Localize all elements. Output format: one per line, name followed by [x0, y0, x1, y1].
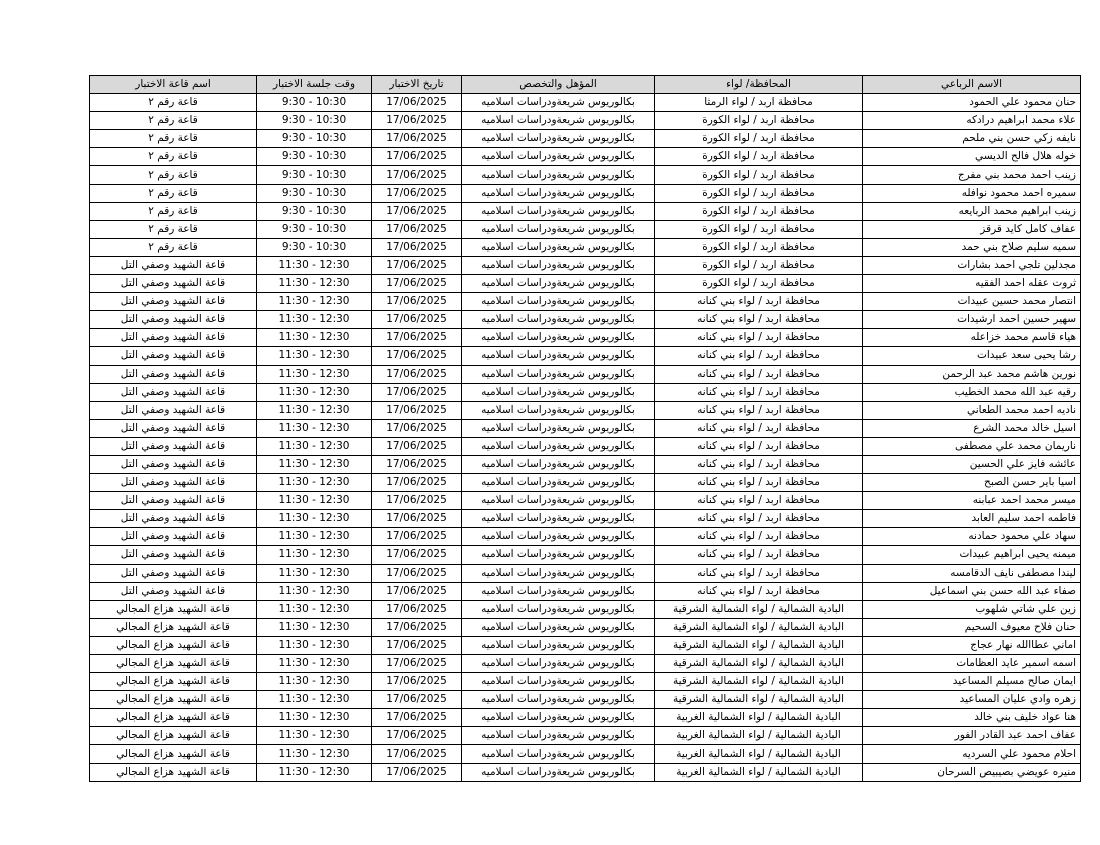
cell-exam-date: 17/06/2025 [372, 94, 462, 112]
cell-name: ليندا مصطفى نايف الدقامسه [863, 564, 1081, 582]
cell-exam-time: 11:30 - 12:30 [257, 727, 372, 745]
cell-exam-date: 17/06/2025 [372, 130, 462, 148]
cell-name: حنان محمود علي الحمود [863, 94, 1081, 112]
cell-governorate: محافظة اربد / لواء الكورة [655, 275, 863, 293]
cell-exam-date: 17/06/2025 [372, 293, 462, 311]
table-row [90, 365, 1081, 383]
cell-name: فاطمه احمد سليم العابد [863, 510, 1081, 528]
table-row [90, 618, 1081, 636]
cell-exam-time: 9:30 - 10:30 [257, 112, 372, 130]
cell-qualification: بكالوريوس شريعةودراسات اسلاميه [462, 401, 655, 419]
table-row [90, 238, 1081, 256]
cell-exam-hall: قاعة رقم ٢ [90, 184, 257, 202]
cell-qualification: بكالوريوس شريعةودراسات اسلاميه [462, 492, 655, 510]
table-row [90, 293, 1081, 311]
cell-governorate: البادية الشمالية / لواء الشمالية الغربية [655, 727, 863, 745]
cell-name: زينب احمد محمد بني مفرج [863, 166, 1081, 184]
table-row [90, 582, 1081, 600]
cell-name: ناريمان محمد علي مصطفى [863, 437, 1081, 455]
cell-exam-hall: قاعة الشهيد وصفي التل [90, 564, 257, 582]
cell-name: خوله هلال فالح الديسي [863, 148, 1081, 166]
cell-qualification: بكالوريوس شريعةودراسات اسلاميه [462, 130, 655, 148]
cell-exam-date: 17/06/2025 [372, 184, 462, 202]
cell-exam-hall: قاعة الشهيد وصفي التل [90, 256, 257, 274]
cell-governorate: محافظة اربد / لواء بني كنانه [655, 401, 863, 419]
cell-qualification: بكالوريوس شريعةودراسات اسلاميه [462, 347, 655, 365]
cell-exam-hall: قاعة الشهيد وصفي التل [90, 275, 257, 293]
table-row [90, 691, 1081, 709]
cell-exam-time: 11:30 - 12:30 [257, 763, 372, 781]
table-row [90, 130, 1081, 148]
cell-exam-hall: قاعة الشهيد هزاع المجالي [90, 727, 257, 745]
table-row [90, 275, 1081, 293]
cell-qualification: بكالوريوس شريعةودراسات اسلاميه [462, 673, 655, 691]
cell-exam-time: 11:30 - 12:30 [257, 329, 372, 347]
cell-name: عائشه فايز علي الحسين [863, 455, 1081, 473]
cell-exam-date: 17/06/2025 [372, 256, 462, 274]
cell-exam-time: 9:30 - 10:30 [257, 202, 372, 220]
table-row [90, 311, 1081, 329]
cell-exam-date: 17/06/2025 [372, 709, 462, 727]
cell-exam-hall: قاعة رقم ٢ [90, 112, 257, 130]
header-date: تاريخ الاختبار [372, 76, 462, 94]
cell-name: سميه سليم صلاح بني حمد [863, 238, 1081, 256]
cell-qualification: بكالوريوس شريعةودراسات اسلاميه [462, 636, 655, 654]
cell-name: ميسر محمد احمد عبابنه [863, 492, 1081, 510]
cell-exam-hall: قاعة الشهيد وصفي التل [90, 510, 257, 528]
cell-exam-hall: قاعة رقم ٢ [90, 130, 257, 148]
cell-governorate: محافظة اربد / لواء بني كنانه [655, 419, 863, 437]
cell-exam-date: 17/06/2025 [372, 383, 462, 401]
cell-exam-time: 9:30 - 10:30 [257, 220, 372, 238]
cell-name: زين علي شاتي شلهوب [863, 600, 1081, 618]
cell-name: نورين هاشم محمد عبد الرحمن [863, 365, 1081, 383]
cell-exam-hall: قاعة رقم ٢ [90, 238, 257, 256]
cell-qualification: بكالوريوس شريعةودراسات اسلاميه [462, 546, 655, 564]
cell-exam-hall: قاعة الشهيد وصفي التل [90, 401, 257, 419]
cell-exam-date: 17/06/2025 [372, 492, 462, 510]
cell-exam-date: 17/06/2025 [372, 238, 462, 256]
cell-governorate: البادية الشمالية / لواء الشمالية الشرقية [655, 618, 863, 636]
cell-governorate: محافظة اربد / لواء بني كنانه [655, 474, 863, 492]
cell-exam-hall: قاعة الشهيد هزاع المجالي [90, 655, 257, 673]
table-header [90, 76, 1081, 94]
cell-name: زينب ابراهيم محمد الربايعه [863, 202, 1081, 220]
cell-exam-date: 17/06/2025 [372, 546, 462, 564]
cell-exam-date: 17/06/2025 [372, 727, 462, 745]
cell-governorate: محافظة اربد / لواء بني كنانه [655, 365, 863, 383]
table-row [90, 474, 1081, 492]
cell-exam-hall: قاعة الشهيد وصفي التل [90, 383, 257, 401]
cell-exam-hall: قاعة الشهيد هزاع المجالي [90, 709, 257, 727]
cell-exam-date: 17/06/2025 [372, 365, 462, 383]
cell-qualification: بكالوريوس شريعةودراسات اسلاميه [462, 202, 655, 220]
header-hall: اسم قاعة الاختبار [90, 76, 257, 94]
cell-governorate: البادية الشمالية / لواء الشمالية الشرقية [655, 691, 863, 709]
cell-name: حنان فلاح معيوف السحيم [863, 618, 1081, 636]
cell-name: ثروت عقله احمد الفقيه [863, 275, 1081, 293]
table-row [90, 510, 1081, 528]
cell-exam-time: 11:30 - 12:30 [257, 618, 372, 636]
cell-governorate: البادية الشمالية / لواء الشمالية الشرقية [655, 636, 863, 654]
cell-governorate: البادية الشمالية / لواء الشمالية الغربية [655, 709, 863, 727]
cell-exam-date: 17/06/2025 [372, 618, 462, 636]
cell-qualification: بكالوريوس شريعةودراسات اسلاميه [462, 311, 655, 329]
cell-exam-hall: قاعة الشهيد وصفي التل [90, 419, 257, 437]
cell-exam-date: 17/06/2025 [372, 582, 462, 600]
cell-exam-hall: قاعة الشهيد وصفي التل [90, 347, 257, 365]
cell-exam-hall: قاعة الشهيد وصفي التل [90, 329, 257, 347]
cell-name: نايفه زكي حسن بني ملحم [863, 130, 1081, 148]
cell-exam-date: 17/06/2025 [372, 455, 462, 473]
cell-exam-time: 9:30 - 10:30 [257, 148, 372, 166]
cell-name: سهاد علي محمود حمادنه [863, 528, 1081, 546]
cell-qualification: بكالوريوس شريعةودراسات اسلاميه [462, 329, 655, 347]
table-row [90, 437, 1081, 455]
cell-exam-hall: قاعة رقم ٢ [90, 220, 257, 238]
cell-exam-hall: قاعة الشهيد وصفي التل [90, 546, 257, 564]
cell-qualification: بكالوريوس شريعةودراسات اسلاميه [462, 691, 655, 709]
cell-exam-hall: قاعة رقم ٢ [90, 148, 257, 166]
table-row [90, 763, 1081, 781]
cell-exam-time: 11:30 - 12:30 [257, 365, 372, 383]
table-row [90, 148, 1081, 166]
cell-exam-date: 17/06/2025 [372, 673, 462, 691]
table-row [90, 546, 1081, 564]
cell-governorate: محافظة اربد / لواء الكورة [655, 256, 863, 274]
table-row [90, 94, 1081, 112]
cell-name: صفاء عبد الله حسن بني اسماعيل [863, 582, 1081, 600]
cell-exam-time: 11:30 - 12:30 [257, 492, 372, 510]
cell-governorate: محافظة اربد / لواء بني كنانه [655, 564, 863, 582]
cell-name: انتصار محمد حسين عبيدات [863, 293, 1081, 311]
table-row [90, 745, 1081, 763]
cell-qualification: بكالوريوس شريعةودراسات اسلاميه [462, 383, 655, 401]
exam-schedule-sheet [89, 75, 1080, 782]
cell-name: عفاف كامل كايد قرقز [863, 220, 1081, 238]
cell-name: هنا عواد خليف بني خالد [863, 709, 1081, 727]
cell-qualification: بكالوريوس شريعةودراسات اسلاميه [462, 166, 655, 184]
header-name: الاسم الرباعي [863, 76, 1081, 94]
cell-governorate: محافظة اربد / لواء الكورة [655, 202, 863, 220]
table-row [90, 347, 1081, 365]
cell-exam-time: 11:30 - 12:30 [257, 636, 372, 654]
cell-qualification: بكالوريوس شريعةودراسات اسلاميه [462, 709, 655, 727]
cell-exam-time: 11:30 - 12:30 [257, 655, 372, 673]
table-row [90, 184, 1081, 202]
cell-exam-date: 17/06/2025 [372, 636, 462, 654]
cell-qualification: بكالوريوس شريعةودراسات اسلاميه [462, 419, 655, 437]
cell-governorate: محافظة اربد / لواء الكورة [655, 238, 863, 256]
table-row [90, 256, 1081, 274]
cell-exam-date: 17/06/2025 [372, 474, 462, 492]
cell-exam-date: 17/06/2025 [372, 510, 462, 528]
cell-exam-time: 11:30 - 12:30 [257, 383, 372, 401]
cell-exam-hall: قاعة الشهيد وصفي التل [90, 437, 257, 455]
cell-qualification: بكالوريوس شريعةودراسات اسلاميه [462, 238, 655, 256]
cell-exam-date: 17/06/2025 [372, 329, 462, 347]
cell-governorate: محافظة اربد / لواء بني كنانه [655, 582, 863, 600]
cell-governorate: محافظة اربد / لواء بني كنانه [655, 437, 863, 455]
cell-qualification: بكالوريوس شريعةودراسات اسلاميه [462, 148, 655, 166]
cell-exam-time: 11:30 - 12:30 [257, 401, 372, 419]
cell-qualification: بكالوريوس شريعةودراسات اسلاميه [462, 727, 655, 745]
cell-qualification: بكالوريوس شريعةودراسات اسلاميه [462, 112, 655, 130]
cell-exam-time: 11:30 - 12:30 [257, 474, 372, 492]
cell-qualification: بكالوريوس شريعةودراسات اسلاميه [462, 582, 655, 600]
cell-exam-date: 17/06/2025 [372, 347, 462, 365]
cell-exam-date: 17/06/2025 [372, 419, 462, 437]
cell-exam-date: 17/06/2025 [372, 564, 462, 582]
table-row [90, 220, 1081, 238]
cell-exam-time: 9:30 - 10:30 [257, 94, 372, 112]
cell-name: سميره احمد محمود نوافله [863, 184, 1081, 202]
cell-exam-hall: قاعة الشهيد وصفي التل [90, 311, 257, 329]
table-row [90, 564, 1081, 582]
table-row [90, 636, 1081, 654]
cell-name: ايمان صالح مسيلم المساعيد [863, 673, 1081, 691]
cell-exam-time: 9:30 - 10:30 [257, 184, 372, 202]
cell-governorate: البادية الشمالية / لواء الشمالية الشرقية [655, 655, 863, 673]
table-row [90, 655, 1081, 673]
cell-exam-date: 17/06/2025 [372, 437, 462, 455]
cell-exam-date: 17/06/2025 [372, 112, 462, 130]
table-row [90, 383, 1081, 401]
table-row [90, 329, 1081, 347]
cell-exam-time: 11:30 - 12:30 [257, 709, 372, 727]
cell-qualification: بكالوريوس شريعةودراسات اسلاميه [462, 293, 655, 311]
cell-governorate: محافظة اربد / لواء بني كنانه [655, 510, 863, 528]
cell-governorate: محافظة اربد / لواء بني كنانه [655, 528, 863, 546]
cell-governorate: البادية الشمالية / لواء الشمالية الغربية [655, 745, 863, 763]
cell-exam-date: 17/06/2025 [372, 401, 462, 419]
table-row [90, 401, 1081, 419]
cell-qualification: بكالوريوس شريعةودراسات اسلاميه [462, 600, 655, 618]
cell-name: اسمه اسمير عايد العظامات [863, 655, 1081, 673]
table-body [90, 94, 1081, 782]
cell-exam-date: 17/06/2025 [372, 763, 462, 781]
cell-name: علاء محمد ابراهيم درادكه [863, 112, 1081, 130]
cell-name: زهره وادي عليان المساعيد [863, 691, 1081, 709]
cell-governorate: محافظة اربد / لواء بني كنانه [655, 311, 863, 329]
cell-exam-hall: قاعة الشهيد وصفي التل [90, 492, 257, 510]
table-row [90, 455, 1081, 473]
cell-name: احلام محمود علي السرديه [863, 745, 1081, 763]
cell-governorate: محافظة اربد / لواء الكورة [655, 184, 863, 202]
cell-qualification: بكالوريوس شريعةودراسات اسلاميه [462, 275, 655, 293]
cell-exam-hall: قاعة الشهيد وصفي التل [90, 474, 257, 492]
cell-qualification: بكالوريوس شريعةودراسات اسلاميه [462, 528, 655, 546]
cell-exam-hall: قاعة الشهيد هزاع المجالي [90, 600, 257, 618]
table-row [90, 528, 1081, 546]
cell-name: اماني عطاالله نهار عجاج [863, 636, 1081, 654]
cell-name: مجدلين تلجي احمد بشارات [863, 256, 1081, 274]
cell-qualification: بكالوريوس شريعةودراسات اسلاميه [462, 437, 655, 455]
cell-qualification: بكالوريوس شريعةودراسات اسلاميه [462, 618, 655, 636]
table-row [90, 492, 1081, 510]
cell-qualification: بكالوريوس شريعةودراسات اسلاميه [462, 184, 655, 202]
cell-governorate: محافظة اربد / لواء الرمثا [655, 94, 863, 112]
cell-governorate: محافظة اربد / لواء بني كنانه [655, 546, 863, 564]
cell-exam-time: 11:30 - 12:30 [257, 455, 372, 473]
header-row [90, 76, 1081, 94]
cell-exam-hall: قاعة الشهيد وصفي التل [90, 528, 257, 546]
cell-governorate: محافظة اربد / لواء الكورة [655, 130, 863, 148]
cell-exam-time: 11:30 - 12:30 [257, 293, 372, 311]
cell-name: رشا يحيى سعد عبيدات [863, 347, 1081, 365]
cell-exam-time: 11:30 - 12:30 [257, 564, 372, 582]
cell-exam-date: 17/06/2025 [372, 275, 462, 293]
cell-governorate: محافظة اربد / لواء الكورة [655, 166, 863, 184]
cell-governorate: محافظة اربد / لواء بني كنانه [655, 329, 863, 347]
header-time: وقت جلسة الاختبار [257, 76, 372, 94]
cell-qualification: بكالوريوس شريعةودراسات اسلاميه [462, 655, 655, 673]
table-row [90, 202, 1081, 220]
cell-name: ناديه احمد محمد الطعاني [863, 401, 1081, 419]
cell-qualification: بكالوريوس شريعةودراسات اسلاميه [462, 455, 655, 473]
cell-exam-hall: قاعة رقم ٢ [90, 166, 257, 184]
cell-exam-hall: قاعة رقم ٢ [90, 94, 257, 112]
cell-exam-time: 11:30 - 12:30 [257, 419, 372, 437]
cell-governorate: محافظة اربد / لواء بني كنانه [655, 293, 863, 311]
cell-exam-date: 17/06/2025 [372, 202, 462, 220]
cell-exam-time: 11:30 - 12:30 [257, 437, 372, 455]
cell-exam-time: 11:30 - 12:30 [257, 546, 372, 564]
cell-exam-date: 17/06/2025 [372, 528, 462, 546]
exam-schedule-table [89, 75, 1081, 782]
table-row [90, 419, 1081, 437]
cell-qualification: بكالوريوس شريعةودراسات اسلاميه [462, 745, 655, 763]
cell-exam-hall: قاعة الشهيد هزاع المجالي [90, 618, 257, 636]
cell-exam-date: 17/06/2025 [372, 148, 462, 166]
cell-governorate: محافظة اربد / لواء الكورة [655, 112, 863, 130]
cell-qualification: بكالوريوس شريعةودراسات اسلاميه [462, 365, 655, 383]
table-row [90, 709, 1081, 727]
cell-exam-hall: قاعة الشهيد وصفي التل [90, 365, 257, 383]
cell-exam-time: 9:30 - 10:30 [257, 238, 372, 256]
cell-governorate: محافظة اربد / لواء الكورة [655, 220, 863, 238]
cell-exam-time: 11:30 - 12:30 [257, 347, 372, 365]
cell-governorate: محافظة اربد / لواء بني كنانه [655, 455, 863, 473]
table-row [90, 112, 1081, 130]
cell-exam-date: 17/06/2025 [372, 311, 462, 329]
cell-qualification: بكالوريوس شريعةودراسات اسلاميه [462, 256, 655, 274]
cell-exam-date: 17/06/2025 [372, 166, 462, 184]
cell-exam-date: 17/06/2025 [372, 655, 462, 673]
cell-exam-time: 11:30 - 12:30 [257, 745, 372, 763]
cell-exam-hall: قاعة الشهيد وصفي التل [90, 582, 257, 600]
cell-exam-hall: قاعة الشهيد هزاع المجالي [90, 636, 257, 654]
cell-governorate: البادية الشمالية / لواء الشمالية الشرقية [655, 600, 863, 618]
cell-exam-time: 9:30 - 10:30 [257, 166, 372, 184]
cell-qualification: بكالوريوس شريعةودراسات اسلاميه [462, 220, 655, 238]
cell-exam-date: 17/06/2025 [372, 220, 462, 238]
cell-qualification: بكالوريوس شريعةودراسات اسلاميه [462, 763, 655, 781]
cell-qualification: بكالوريوس شريعةودراسات اسلاميه [462, 564, 655, 582]
cell-name: سهير حسين احمد ارشيدات [863, 311, 1081, 329]
cell-exam-time: 11:30 - 12:30 [257, 528, 372, 546]
cell-qualification: بكالوريوس شريعةودراسات اسلاميه [462, 510, 655, 528]
cell-name: اسيل خالد محمد الشرع [863, 419, 1081, 437]
cell-exam-hall: قاعة رقم ٢ [90, 202, 257, 220]
cell-exam-time: 11:30 - 12:30 [257, 275, 372, 293]
cell-exam-time: 11:30 - 12:30 [257, 582, 372, 600]
header-qualification: المؤهل والتخصص [462, 76, 655, 94]
cell-exam-time: 11:30 - 12:30 [257, 510, 372, 528]
cell-governorate: البادية الشمالية / لواء الشمالية الغربية [655, 763, 863, 781]
cell-exam-time: 11:30 - 12:30 [257, 600, 372, 618]
cell-governorate: محافظة اربد / لواء الكورة [655, 148, 863, 166]
cell-exam-date: 17/06/2025 [372, 745, 462, 763]
cell-exam-hall: قاعة الشهيد وصفي التل [90, 455, 257, 473]
cell-exam-hall: قاعة الشهيد هزاع المجالي [90, 763, 257, 781]
cell-qualification: بكالوريوس شريعةودراسات اسلاميه [462, 474, 655, 492]
cell-exam-date: 17/06/2025 [372, 600, 462, 618]
cell-exam-time: 11:30 - 12:30 [257, 691, 372, 709]
cell-name: اسيا باير حسن الصبح [863, 474, 1081, 492]
cell-exam-date: 17/06/2025 [372, 691, 462, 709]
cell-exam-time: 11:30 - 12:30 [257, 256, 372, 274]
cell-name: هياء قاسم محمد خزاعله [863, 329, 1081, 347]
table-row [90, 600, 1081, 618]
cell-exam-time: 9:30 - 10:30 [257, 130, 372, 148]
cell-exam-hall: قاعة الشهيد هزاع المجالي [90, 673, 257, 691]
cell-name: ميمنه يحيى ابراهيم عبيدات [863, 546, 1081, 564]
cell-name: عفاف احمد عبد القادر الفور [863, 727, 1081, 745]
cell-exam-hall: قاعة الشهيد هزاع المجالي [90, 691, 257, 709]
cell-governorate: محافظة اربد / لواء بني كنانه [655, 383, 863, 401]
cell-qualification: بكالوريوس شريعةودراسات اسلاميه [462, 94, 655, 112]
table-row [90, 673, 1081, 691]
cell-governorate: محافظة اربد / لواء بني كنانه [655, 347, 863, 365]
table-row [90, 727, 1081, 745]
cell-name: منيره عويضي بصيبيص السرحان [863, 763, 1081, 781]
header-governorate: المحافظة/ لواء [655, 76, 863, 94]
cell-governorate: البادية الشمالية / لواء الشمالية الشرقية [655, 673, 863, 691]
cell-exam-time: 11:30 - 12:30 [257, 673, 372, 691]
cell-governorate: محافظة اربد / لواء بني كنانه [655, 492, 863, 510]
cell-exam-time: 11:30 - 12:30 [257, 311, 372, 329]
table-row [90, 166, 1081, 184]
cell-exam-hall: قاعة الشهيد هزاع المجالي [90, 745, 257, 763]
cell-name: رقيه عبد الله محمد الخطيب [863, 383, 1081, 401]
cell-exam-hall: قاعة الشهيد وصفي التل [90, 293, 257, 311]
